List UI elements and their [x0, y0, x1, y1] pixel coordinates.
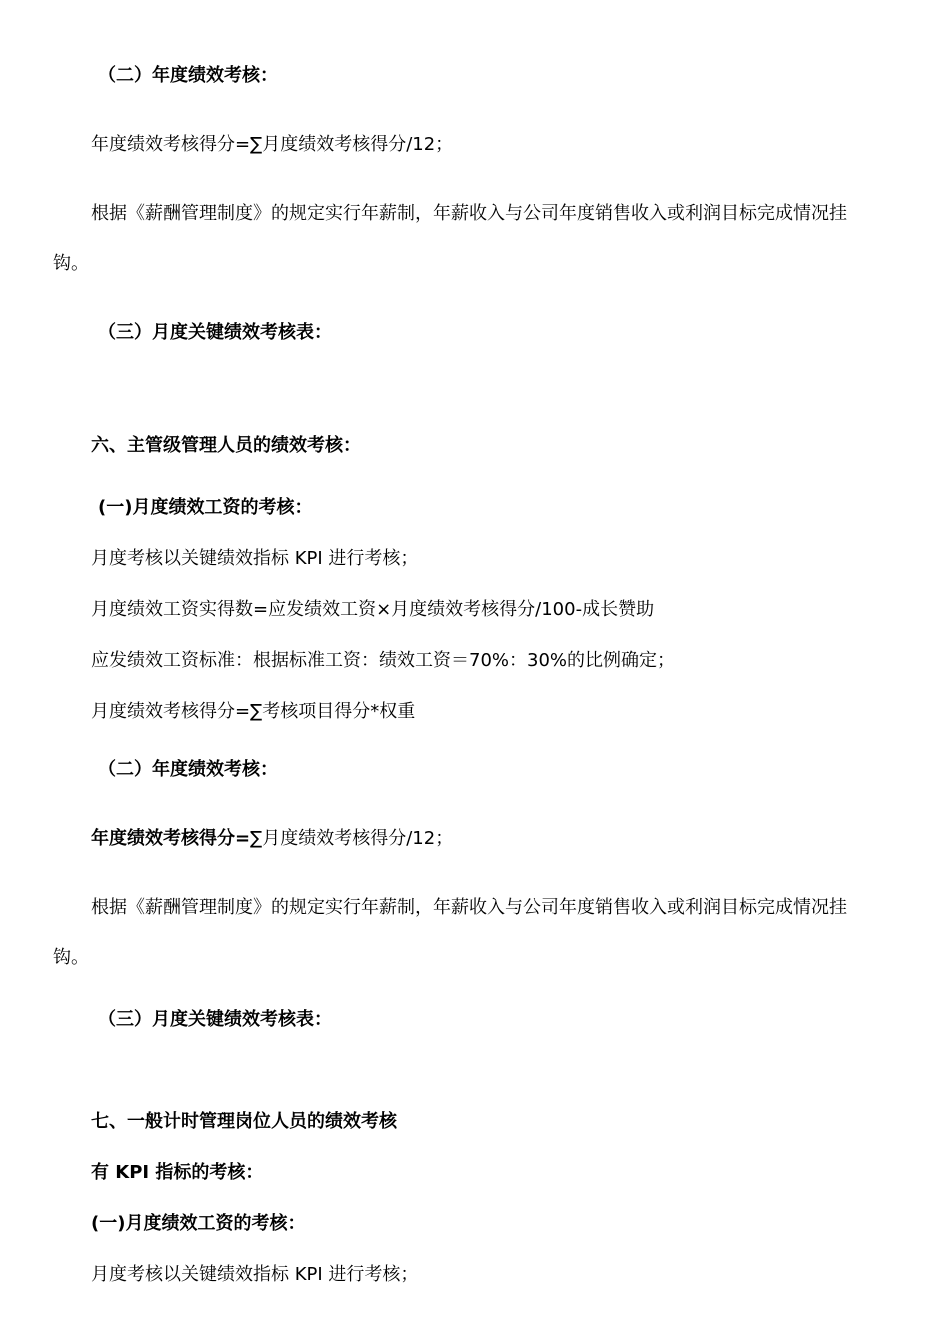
- section-heading-annual-assessment: （二）年度绩效考核：: [98, 65, 278, 86]
- section-seven-kpi-heading: 有 KPI 指标的考核：: [91, 1162, 264, 1183]
- section-six-sub1-heading: (一)月度绩效工资的考核：: [98, 497, 313, 518]
- annual-salary-paragraph-line1: 根据《薪酬管理制度》的规定实行年薪制，年薪收入与公司年度销售收入或利润目标完成情况挂: [91, 203, 847, 224]
- section-six-heading: 六、主管级管理人员的绩效考核：: [91, 435, 361, 456]
- section-six-line3: 应发绩效工资标准：根据标准工资：绩效工资＝70%：30%的比例确定；: [91, 650, 676, 671]
- annual-score-formula: 年度绩效考核得分=∑月度绩效考核得分/12；: [91, 134, 454, 155]
- section-six-line2: 月度绩效工资实得数=应发绩效工资×月度绩效考核得分/100-成长赞助: [91, 599, 655, 620]
- section-six-line1: 月度考核以关键绩效指标 KPI 进行考核；: [91, 548, 419, 569]
- formula-rest-part: ∑月度绩效考核得分/12；: [250, 828, 454, 849]
- section-six-line4: 月度绩效考核得分=∑考核项目得分*权重: [91, 701, 416, 722]
- section-six-paragraph-line2: 钩。: [53, 947, 89, 968]
- section-six-sub2-heading: （二）年度绩效考核：: [98, 759, 278, 780]
- annual-salary-paragraph-line2: 钩。: [53, 253, 89, 274]
- section-heading-monthly-kpi-table: （三）月度关键绩效考核表：: [98, 322, 332, 343]
- section-seven-sub1-heading: (一)月度绩效工资的考核：: [91, 1213, 306, 1234]
- section-seven-heading: 七、一般计时管理岗位人员的绩效考核: [91, 1111, 397, 1132]
- section-seven-line1: 月度考核以关键绩效指标 KPI 进行考核；: [91, 1264, 419, 1285]
- formula-bold-part: 年度绩效考核得分=: [91, 828, 251, 849]
- section-six-paragraph-line1: 根据《薪酬管理制度》的规定实行年薪制，年薪收入与公司年度销售收入或利润目标完成情况挂: [91, 897, 847, 918]
- section-six-annual-formula: [91, 827, 453, 851]
- section-six-sub3-heading: （三）月度关键绩效考核表：: [98, 1009, 332, 1030]
